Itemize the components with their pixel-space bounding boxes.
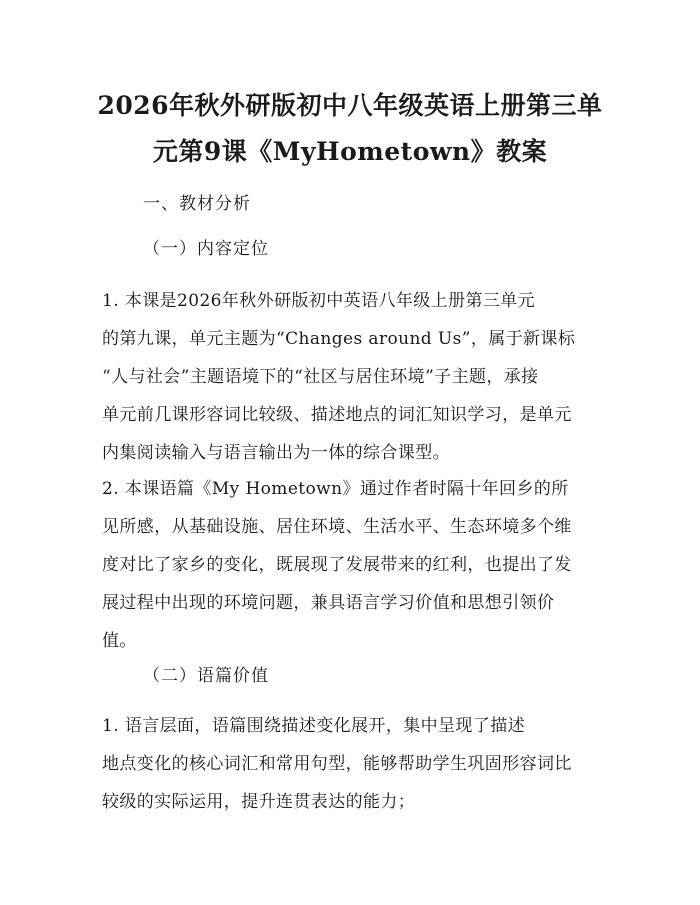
paragraph-line: 度对比了家乡的变化，既展现了发展带来的红利，也提出了发 xyxy=(102,555,572,575)
paragraph-2 xyxy=(102,470,602,660)
paragraph-line: 展过程中出现的环境问题，兼具语言学习价值和思想引领价 xyxy=(102,593,555,613)
paragraph-line: 内集阅读输入与语言输出为一体的综合课型。 xyxy=(102,443,450,463)
document-title-line-1: 2026年秋外研版初中八年级英语上册第三单 xyxy=(97,91,603,120)
paragraph-line: 2. 本课语篇《My Hometown》通过作者时隔十年回乡的所 xyxy=(102,479,569,499)
paragraph-line: 1. 本课是2026年秋外研版初中英语八年级上册第三单元 xyxy=(102,291,536,311)
paragraph-3 xyxy=(102,707,602,821)
document-title-line-2: 元第9课《MyHometown》教案 xyxy=(152,137,548,166)
paragraph-1 xyxy=(102,282,602,472)
subsection-heading-content-positioning: （一）内容定位 xyxy=(143,239,269,259)
paragraph-line: 的第九课，单元主题为“Changes around Us”，属于新课标 xyxy=(102,329,576,349)
paragraph-line: “人与社会”主题语境下的“社区与居住环境”子主题，承接 xyxy=(102,367,539,387)
section-heading-textbook-analysis: 一、教材分析 xyxy=(143,194,251,214)
paragraph-line: 值。 xyxy=(102,631,137,651)
paragraph-line: 见所感，从基础设施、居住环境、生活水平、生态环境多个维 xyxy=(102,517,572,537)
paragraph-line: 1. 语言层面，语篇围绕描述变化展开，集中呈现了描述 xyxy=(102,716,526,736)
paragraph-line: 单元前几课形容词比较级、描述地点的词汇知识学习，是单元 xyxy=(102,405,572,425)
paragraph-line: 地点变化的核心词汇和常用句型，能够帮助学生巩固形容词比 xyxy=(102,754,572,774)
paragraph-line: 较级的实际运用，提升连贯表达的能力； xyxy=(102,792,416,812)
subsection-heading-text-value: （二）语篇价值 xyxy=(143,666,269,686)
